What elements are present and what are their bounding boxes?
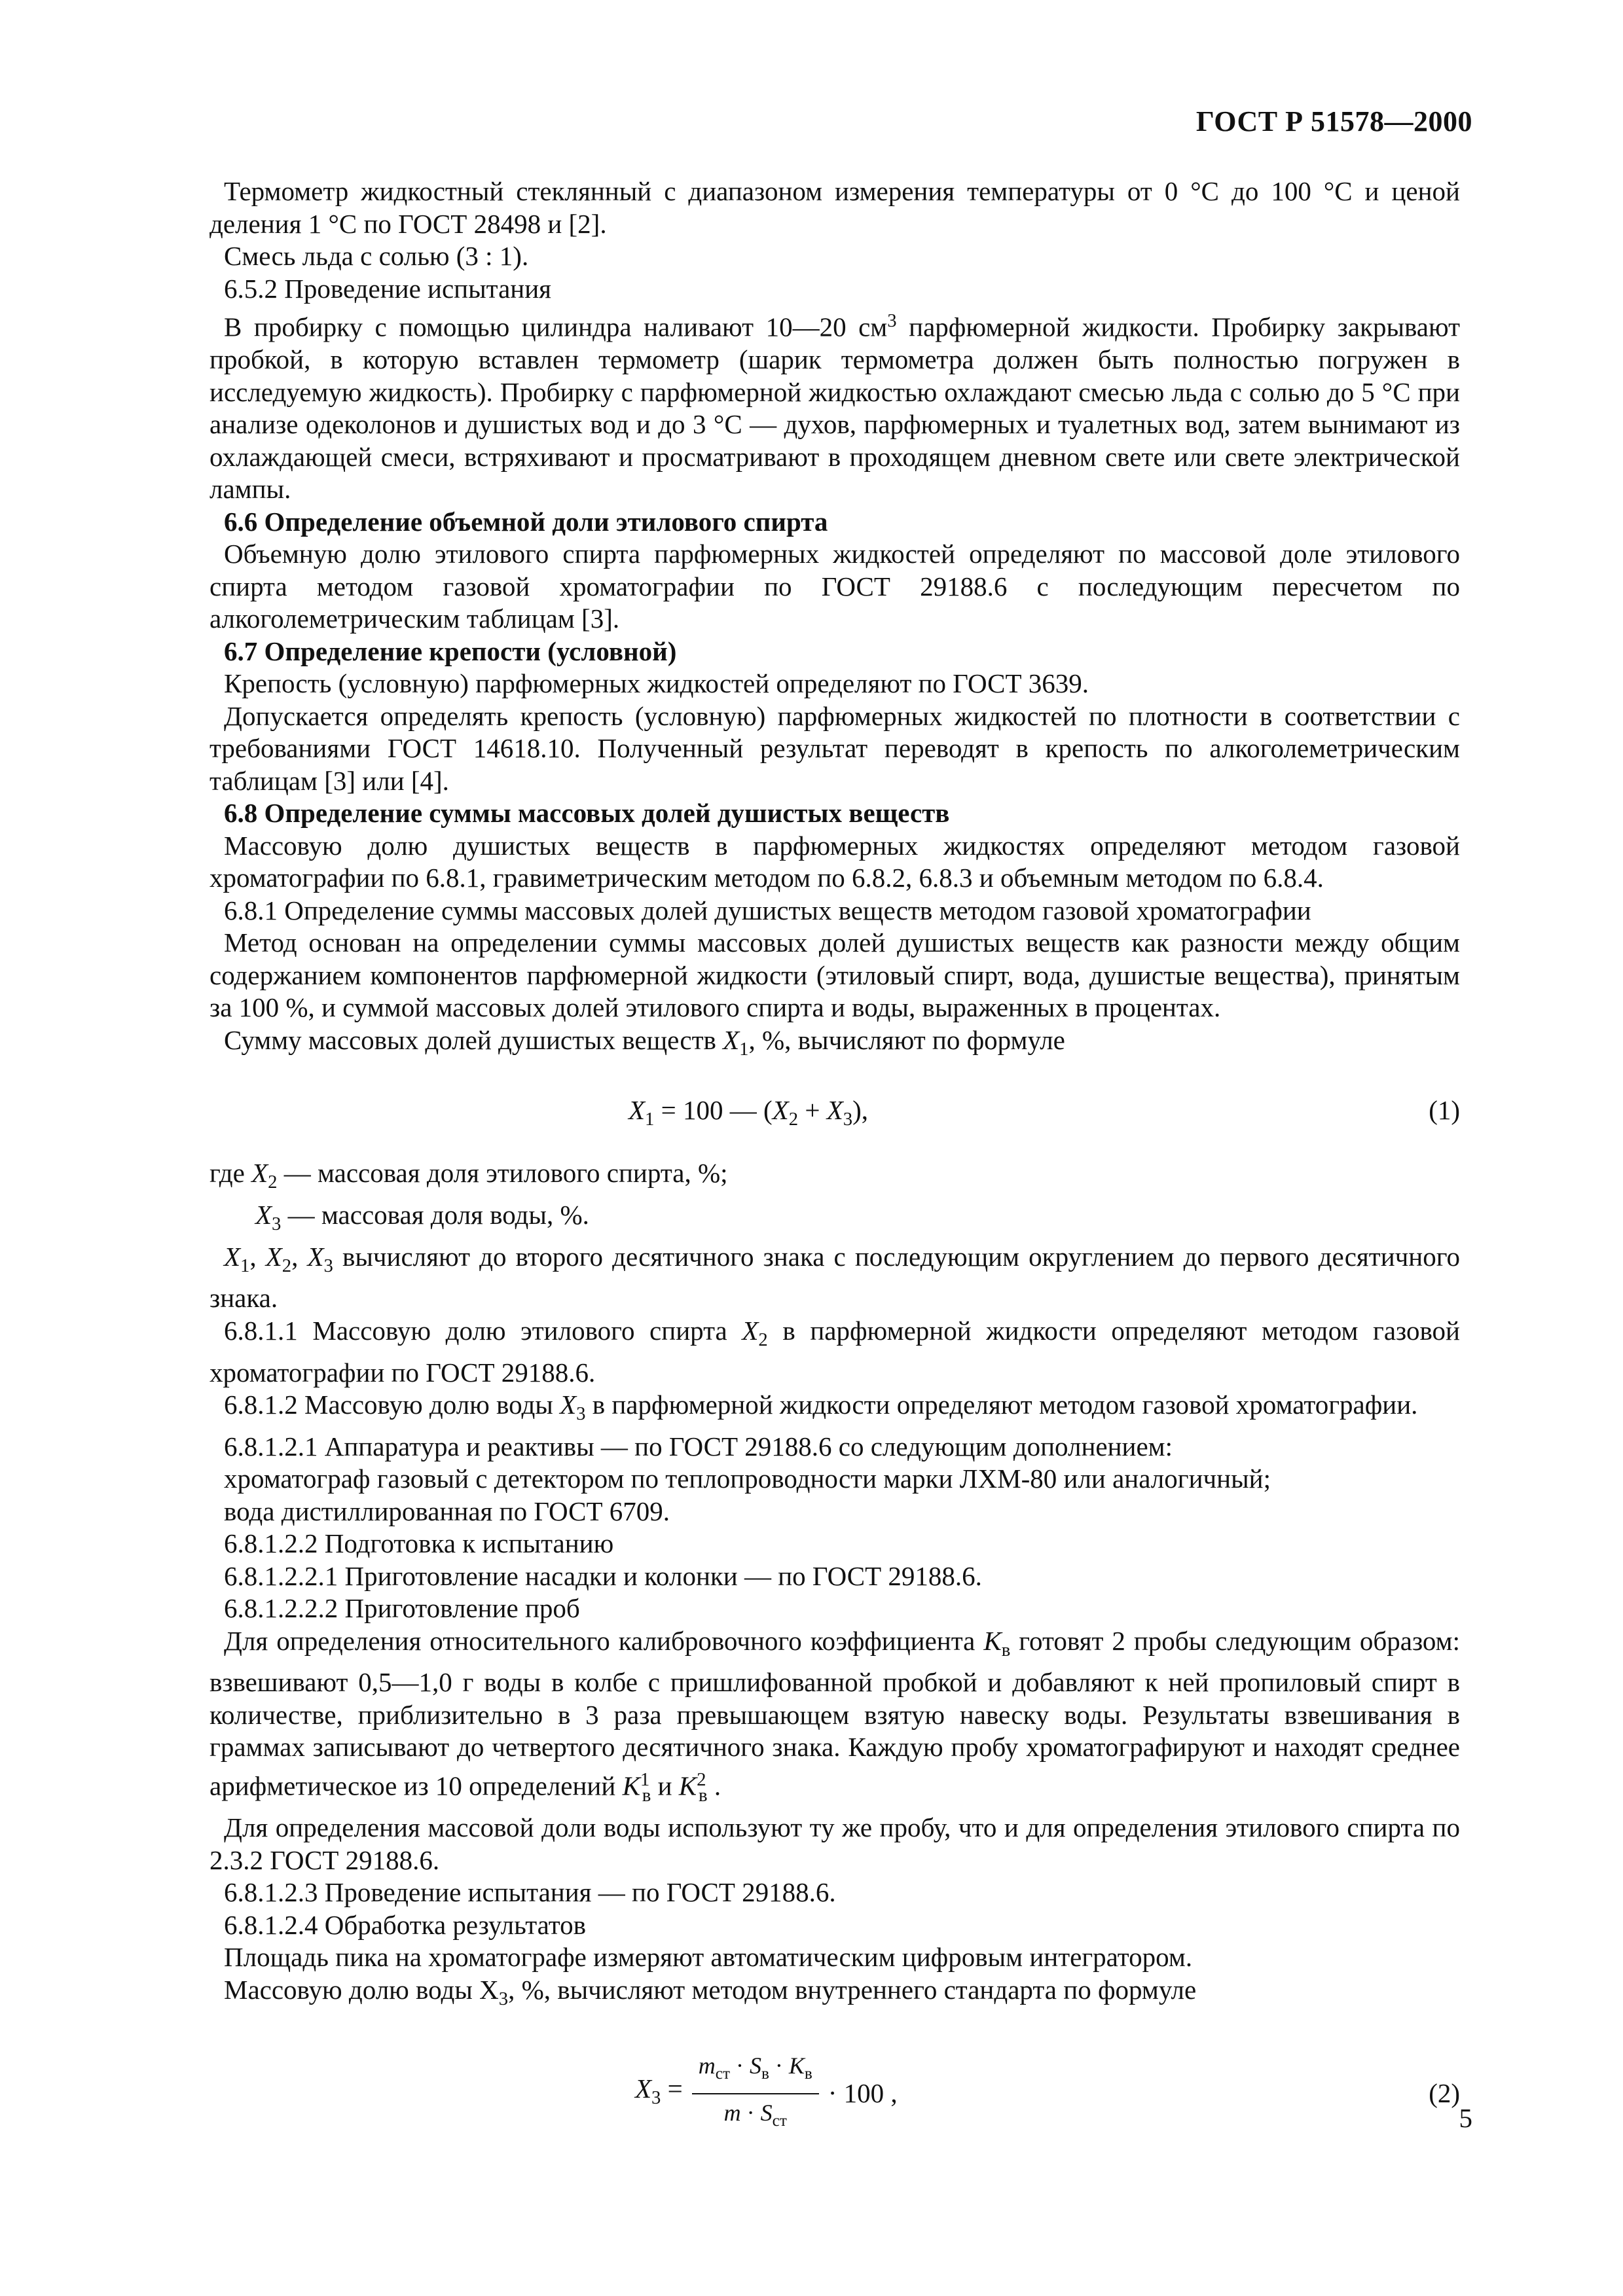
formula-2: [210, 2032, 1460, 2162]
paragraph-6-8-1-2-1: 6.8.1.2.1 Аппаратура и реактивы — по ГОСТ 29188.6 со следующим дополнением:: [224, 1431, 1173, 1462]
section-heading-6-7: 6.7 Определение крепости (условной): [224, 636, 677, 666]
paragraph-6-8-1: 6.8.1 Определение суммы массовых долей душистых веществ методом газовой хроматографии: [224, 895, 1311, 925]
paragraph-water-formula-intro: Массовую долю воды $X_3$, %, вычисляют методом внутреннего стандарта по формуле: [224, 1974, 1197, 2009]
paragraph-strength-density: Допускается определять крепость (условную) парфюмерных жидкостей по плотности в соответствии с требованиями ГОСТ 14618.10. Полученный результат переводят в крепость по алкоголеметрическим таблицам [3] или [4].: [210, 700, 1460, 796]
formula-2-number: (2): [1429, 2077, 1460, 2108]
paragraph-water-sample: Для определения массовой доли воды используют ту же пробу, что и для определения этилового спирта по 2.3.2 ГОСТ 29188.6.: [210, 1812, 1460, 1875]
paragraph-peak-area: Площадь пика на хроматографе измеряют автоматическим цифровым интегратором.: [224, 1942, 1193, 1973]
document-body: [210, 175, 1460, 2162]
paragraph-6-8-1-2-2: 6.8.1.2.2 Подготовка к испытанию: [224, 1528, 614, 1559]
paragraph-sum-formula-intro: Сумму массовых долей душистых веществ $X_1$, %, вычисляют по формуле: [224, 1024, 1065, 1060]
where-x2: где $X_2$ — массовая доля этилового спирта, %;: [210, 1158, 728, 1193]
paragraph-6-8-1-2: 6.8.1.2 Массовую долю воды $X_3$ в парфюмерной жидкости определяют методом газовой хроматографии.: [224, 1390, 1418, 1425]
paragraph-6-8-1-2-2-1: 6.8.1.2.2.1 Приготовление насадки и колонки — по ГОСТ 29188.6.: [224, 1560, 982, 1591]
where-x3: $X_3$ — массовая доля воды, %.: [255, 1200, 589, 1235]
paragraph-ice-salt: Смесь льда с солью (3 : 1).: [224, 241, 529, 271]
formula-2-expression: $X_3$ = $\frac{m_{ст} \cdot S_в \cdot K_в}{m \cdot S_{ст}}$ · 100 ,: [635, 2032, 898, 2156]
paragraph-6-5-2: 6.5.2 Проведение испытания: [224, 273, 552, 304]
paragraph-6-8-1-2-4: 6.8.1.2.4 Обработка результатов: [224, 1909, 587, 1940]
section-heading-6-6: 6.6 Определение объемной доли этилового спирта: [224, 506, 828, 537]
paragraph-rounding: $X_1$, $X_2$, $X_3$ вычисляют до второго десятичного знака с последующим округлением до первого десятичного знака.: [210, 1241, 1461, 1314]
formula-2-denominator: $m \cdot S_{ст}$: [723, 2099, 787, 2130]
paragraph-6-8-1-2-3: 6.8.1.2.3 Проведение испытания — по ГОСТ 29188.6.: [224, 1877, 836, 1908]
formula-1: [210, 1066, 1460, 1157]
paragraph-distilled-water: вода дистиллированная по ГОСТ 6709.: [224, 1496, 670, 1526]
paragraph-6-8-1-1: 6.8.1.1 Массовую долю этилового спирта $X_2$ в парфюмерной жидкости определяют методом газовой хроматографии по ГОСТ 29188.6.: [210, 1315, 1461, 1388]
formula-2-numerator: $m_{ст} \cdot S_в \cdot K_в$: [692, 2050, 819, 2094]
paragraph-test-procedure: В пробирку с помощью цилиндра наливают 10—20 $см^3$ парфюмерной жидкости. Пробирку закрывают пробкой, в которую вставлен термометр (шарик термометра должен быть полностью погружен в исследуемую жидкость). Пробирку с парфюмерной жидкостью охлаждают смесью льда с солью до 5 °С при анализе одеколонов и душистых вод и до 3 °С — духов, парфюмерных и туалетных вод, затем вынимают из охлаждающей смеси, встряхивают и просматривают в проходящем дневном свете или свете электрической лампы.: [210, 310, 1461, 505]
paragraph-calibration: Для определения относительного калибровочного коэффициента $K_в$ готовят 2 пробы следующим образом: взвешивают 0,5—1,0 г воды в колбе с пришлифованной пробкой и добавляют к ней пропиловый спирт в количестве, приблизительно в 3 раза превышающем взятую навеску воды. Результаты взвешивания в граммах записывают до четвертого десятичного знака. Каждую пробу хроматографируют и находят среднее арифметическое из 10 определений $K^1_в$ и $K^2_в$ .: [210, 1625, 1460, 1806]
paragraph-mass-fraction-methods: Массовую долю душистых веществ в парфюмерных жидкостях определяют методом газовой хроматографии по 6.8.1, гравиметрическим методом по 6.8.2, 6.8.3 и объемным методом по 6.8.4.: [210, 830, 1460, 893]
paragraph-chromatograph: хроматограф газовый с детектором по теплопроводности марки ЛХМ-80 или аналогичный;: [224, 1463, 1271, 1494]
page-number: 5: [1459, 2103, 1472, 2133]
paragraph-volume-fraction: Объемную долю этилового спирта парфюмерных жидкостей определяют по массовой доле этилового спирта методом газовой хроматографии по ГОСТ 29188.6 с последующим пересчетом по алкоголеметрическим таблицам [3].: [210, 539, 1460, 634]
formula-1-expression: $X_1 = 100$ — $(X_2 + X_3)$,: [629, 1095, 868, 1130]
formula-2-fraction: [692, 2050, 819, 2137]
paragraph-6-8-1-2-2-2: 6.8.1.2.2.2 Приготовление проб: [224, 1593, 580, 1624]
formula-1-number: (1): [1429, 1095, 1460, 1126]
section-heading-6-8: 6.8 Определение суммы массовых долей душистых веществ: [224, 798, 950, 829]
paragraph-thermometer: Термометр жидкостный стеклянный с диапазоном измерения температуры от 0 °С до 100 °С и ценой деления 1 °С по ГОСТ 28498 и [2].: [210, 176, 1460, 239]
document-code-header: ГОСТ Р 51578—2000: [1195, 105, 1472, 137]
paragraph-strength: Крепость (условную) парфюмерных жидкостей определяют по ГОСТ 3639.: [224, 668, 1089, 699]
paragraph-method-basis: Метод основан на определении суммы массовых долей душистых веществ как разности между общим содержанием компонентов парфюмерной жидкости (этиловый спирт, вода, душистые вещества), принятым за 100 %, и суммой массовых долей этилового спирта и воды, выраженных в процентах.: [210, 927, 1460, 1023]
